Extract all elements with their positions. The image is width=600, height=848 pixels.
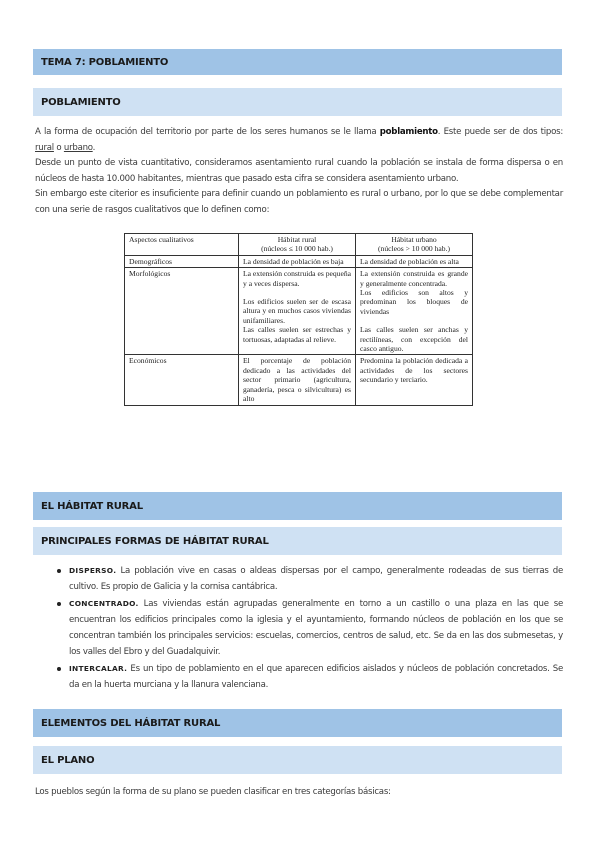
term-poblamiento: poblamiento xyxy=(379,127,438,137)
rural-forms-list xyxy=(57,563,563,694)
section-header-elements xyxy=(33,709,562,737)
section-header-poblamiento xyxy=(33,88,562,116)
list-item: DISPERSO. La población vive en casas o aldeas dispersas por el campo, generalmente rodeadas de sus tierras de cultivo. Es propio de Galicia y la cornisa cantábrica. xyxy=(57,563,563,595)
page-title-bar xyxy=(33,49,562,75)
table-header-urban: Hábitat urbano (núcleos > 10 000 hab.) xyxy=(356,234,473,256)
subsection-title: EL PLANO xyxy=(41,754,95,766)
qualitative-aspects-table xyxy=(124,233,473,406)
plano-paragraph: Los pueblos según la forma de su plano se pueden clasificar en tres categorías básicas: xyxy=(35,787,391,797)
subsection-title: PRINCIPALES FORMAS DE HÁBITAT RURAL xyxy=(41,535,269,547)
subsection-header-forms xyxy=(33,527,562,555)
term-rural: rural xyxy=(35,142,54,153)
qualitative-paragraph: Sin embargo este citerior es insuficiente para definir cuando un poblamiento es rural o urbano, por lo que se debe complementar con una serie de rasgos cualitativos que lo definen como: xyxy=(35,189,563,215)
page-title: TEMA 7: POBLAMIENTO xyxy=(41,56,169,68)
section-title: EL HÁBITAT RURAL xyxy=(41,500,143,512)
table-row: Económicos El porcentaje de población dedicado a las actividades del sector primario (agricultura, ganadería, pesca o silvicultura) es alto Predomina la población dedicada a actividades de los sectores secundario y terciario. xyxy=(125,355,473,405)
table-header-aspects: Aspectos cualitativos xyxy=(125,234,239,256)
section-title: ELEMENTOS DEL HÁBITAT RURAL xyxy=(41,717,221,729)
table-row: Morfológicos La extensión construida es pequeña y a veces dispersa. Los edificios suelen ser de escasa altura y en muchos casos viviendas unifamiliares. Las calles suelen ser estrechas y tortuosas, adaptadas al relieve. La extensión construida es grande y generalmente concentrada. Los edificios son altos y predominan los bloques de viviendas Las calles suelen ser anchas y rectilíneas, con excepción del casco antiguo. xyxy=(125,268,473,355)
table-header-rural: Hábitat rural (núcleos ≤ 10 000 hab.) xyxy=(239,234,356,256)
list-item: INTERCALAR. Es un tipo de poblamiento en el que aparecen edificios aislados y núcleos de población concretados. Se da en la huerta murciana y la llanura valenciana. xyxy=(57,661,563,693)
table-row: Demográficos La densidad de población es baja La densidad de población es alta xyxy=(125,255,473,267)
term-urbano: urbano xyxy=(63,142,93,153)
subsection-header-plano xyxy=(33,746,562,774)
intro-paragraph: A la forma de ocupación del territorio por parte de los seres humanos se le llama poblamiento. Este puede ser de dos tipos: rural o urbano. Desde un punto de vista cuantitativo, consideramos asentamiento rural cuando la población se instala de forma dispersa o en núcleos de hasta 10.000 habitantes, mientras que pasado esta cifra se considera asentamiento urbano. Sin embargo este citerior es insuficiente para definir cuando un poblamiento es rural o urbano, por lo que se debe complementar con una serie de rasgos cualitativos que lo definen como: xyxy=(35,127,563,215)
quantitative-paragraph: Desde un punto de vista cuantitativo, consideramos asentamiento rural cuando la población se instala de forma dispersa o en núcleos de hasta 10.000 habitantes, mientras que pasado esta cifra se considera asentamiento urbano. xyxy=(35,158,563,184)
table-header-row xyxy=(125,234,473,256)
section-title: POBLAMIENTO xyxy=(41,96,121,108)
list-item: CONCENTRADO. Las viviendas están agrupadas generalmente en torno a un castillo o una plaza en las que se encuentran los edificios principales como la iglesia y el ayuntamiento, formando núcleos de población en los que se concentran también los principales servicios: escuelas, comercios, centros de salud, etc. Se da en las dos submesetas, y los valles del Ebro y del Guadalquivir. xyxy=(57,596,563,660)
section-header-habitat-rural xyxy=(33,492,562,520)
